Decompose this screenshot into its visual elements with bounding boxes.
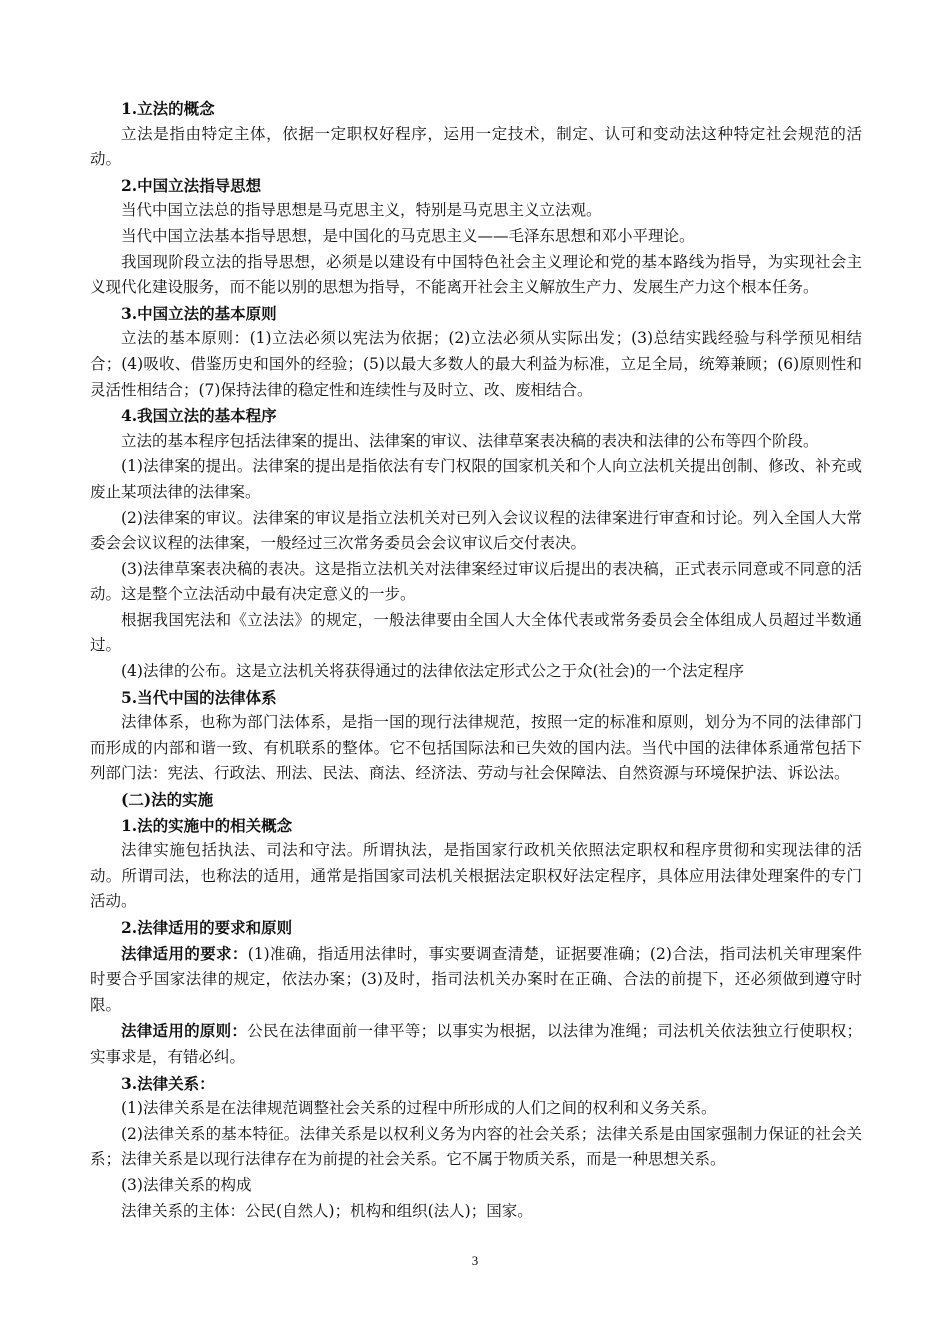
paragraph-lead-label: 法律适用的原则： <box>121 1021 248 1041</box>
paragraph <box>90 1018 862 1070</box>
paragraph-text: 公民在法律面前一律平等；以事实为根据，以法律为准绳；司法机关依法独立行使职权；实事求是，有错必纠。 <box>90 1022 862 1066</box>
section-heading: 4.我国立法的基本程序 <box>121 406 277 426</box>
paragraph: 当代中国立法总的指导思想是马克思主义，特别是马克思主义立法观。 <box>121 201 602 220</box>
paragraph: (1)法律关系是在法律规范调整社会关系的过程中所形成的人们之间的权利和义务关系。 <box>121 1099 717 1118</box>
section-heading: 2.中国立法指导思想 <box>121 175 262 195</box>
paragraph-text: (1)准确，指适用法律时，事实要调查清楚，证据要准确；(2)合法，指司法机关审理案件时要合乎国家法律的规定，依法办案；(3)及时，指司法机关办案时在正确、合法的前提下，还必须做到遵守时限。 <box>90 944 862 1014</box>
section-heading: 3.法律关系： <box>121 1073 215 1093</box>
paragraph <box>90 941 862 1019</box>
paragraph: 法律实施包括执法、司法和守法。所谓执法，是指国家行政机关依照法定职权和程序贯彻和实现法律的活动。所谓司法，也称法的适用，通常是指国家司法机关根据法定职权好法定程序，具体应用法律处理案件的专门活动。 <box>90 841 862 911</box>
paragraph: (3)法律草案表决稿的表决。这是指立法机关对法律案经过审议后提出的表决稿，正式表示同意或不同意的活动。这是整个立法活动中最有决定意义的一步。 <box>90 559 862 604</box>
paragraph: (2)法律案的审议。法律案的审议是指立法机关对已列入会议议程的法律案进行审查和讨论。列入全国人大常委会会议议程的法律案，一般经过三次常务委员会会议审议后交付表决。 <box>90 508 862 553</box>
paragraph: 法律关系的主体：公民(自然人)；机构和组织(法人)；国家。 <box>121 1201 533 1220</box>
paragraph: 立法的基本原则：(1)立法必须以宪法为依据；(2)立法必须从实际出发；(3)总结实践经验与科学预见相结合；(4)吸收、借鉴历史和国外的经验；(5)以最大多数人的最大利益为标准，立足全局，统筹兼顾；(6)原则性和灵活性相结合；(7)保持法律的稳定性和连续性与及时立、改、废相结合。 <box>90 329 862 399</box>
paragraph: 我国现阶段立法的指导思想，必须是以建设有中国特色社会主义理论和党的基本路线为指导，为实现社会主义现代化建设服务，而不能以别的思想为指导，不能离开社会主义解放生产力、发展生产力这个根本任务。 <box>90 252 862 297</box>
section-heading: 5.当代中国的法律体系 <box>121 687 277 707</box>
paragraph: (4)法律的公布。这是立法机关将获得通过的法律依法定形式公之于众(社会)的一个法定程序 <box>121 662 745 681</box>
paragraph: (2)法律关系的基本特征。法律关系是以权利义务为内容的社会关系；法律关系是由国家强制力保证的社会关系；法律关系是以现行法律存在为前提的社会关系。它不属于物质关系，而是一种思想关系。 <box>90 1124 862 1169</box>
page-number: 3 <box>471 1253 479 1268</box>
section-heading: 1.法的实施中的相关概念 <box>121 815 293 835</box>
paragraph-lead-label: 法律适用的要求： <box>121 943 248 963</box>
paragraph: 法律体系，也称为部门法体系，是指一国的现行法律规范，按照一定的标准和原则，划分为不同的法律部门而形成的内部和谐一致、有机联系的整体。它不包括国际法和已失效的国内法。当代中国的法律体系通常包括下列部门法：宪法、行政法、刑法、民法、商法、经济法、劳动与社会保障法、自然资源与环境保护法、诉讼法。 <box>90 713 862 783</box>
paragraph: 当代中国立法基本指导思想，是中国化的马克思主义——毛泽东思想和邓小平理论。 <box>121 226 695 245</box>
section-heading: 1.立法的概念 <box>121 99 215 118</box>
paragraph: (3)法律关系的构成 <box>121 1175 252 1194</box>
paragraph: 立法是指由特定主体，依据一定职权好程序，运用一定技术，制定、认可和变动法这种特定社会规范的活动。 <box>90 124 862 169</box>
paragraph: (1)法律案的提出。法律案的提出是指依法有专门权限的国家机关和个人向立法机关提出创制、修改、补充或废止某项法律的法律案。 <box>90 457 862 501</box>
paragraph: 立法的基本程序包括法律案的提出、法律案的审议、法律草案表决稿的表决和法律的公布等四个阶段。 <box>121 431 819 450</box>
section-heading: 3.中国立法的基本原则 <box>121 303 277 323</box>
section-heading: 2.法律适用的要求和原则 <box>121 918 293 937</box>
document-body <box>90 96 862 1224</box>
paragraph: 根据我国宪法和《立法法》的规定，一般法律要由全国人大全体代表或常务委员会全体组成人员超过半数通过。 <box>90 610 862 655</box>
section-heading: (二)法的实施 <box>121 790 214 810</box>
